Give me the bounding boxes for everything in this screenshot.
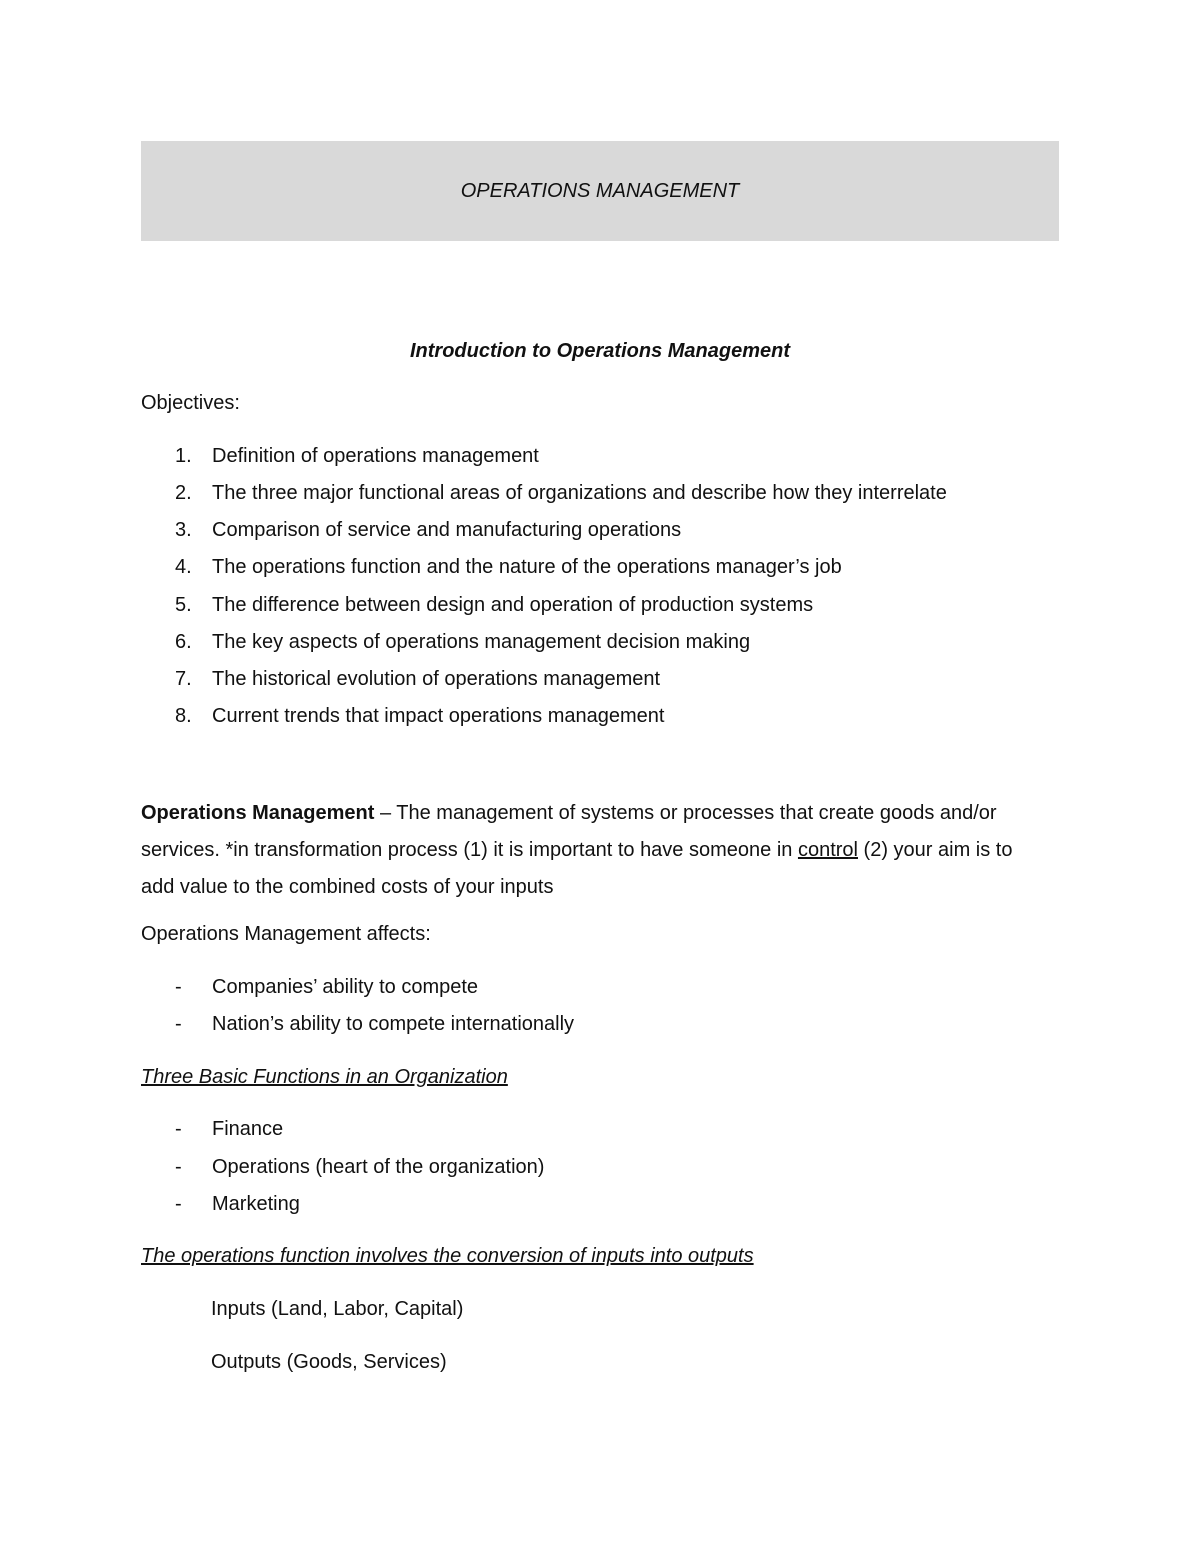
functions-heading: Three Basic Functions in an Organization bbox=[141, 1066, 508, 1088]
list-number: 6. bbox=[175, 631, 192, 653]
definition-term: Operations Management bbox=[141, 802, 375, 824]
objectives-label: Objectives: bbox=[141, 392, 240, 414]
list-text: Current trends that impact operations management bbox=[212, 705, 665, 727]
definition-underlined-word: control bbox=[797, 839, 858, 861]
list-text: The three major functional areas of organizations and describe how they interrelate bbox=[212, 482, 947, 504]
bullet-text: Marketing bbox=[212, 1193, 300, 1215]
definition-text-continued: (2) your aim is to add value to the combined costs of your inputs bbox=[141, 839, 1013, 898]
list-number: 4. bbox=[175, 556, 192, 578]
list-text: The difference between design and operation of production systems bbox=[212, 594, 814, 616]
bullet-text: Nation’s ability to compete internationally bbox=[212, 1013, 575, 1035]
bullet-dash: - bbox=[175, 1193, 182, 1215]
section-subtitle: Introduction to Operations Management bbox=[409, 340, 790, 362]
bullet-dash: - bbox=[175, 1118, 182, 1140]
document-title: OPERATIONS MANAGEMENT bbox=[460, 179, 740, 202]
inputs-line: Inputs (Land, Labor, Capital) bbox=[211, 1298, 464, 1320]
bullet-text: Operations (heart of the organization) bbox=[212, 1156, 545, 1178]
conversion-heading: The operations function involves the conversion of inputs into outputs bbox=[141, 1245, 754, 1267]
list-text: The historical evolution of operations management bbox=[212, 668, 661, 690]
outputs-line: Outputs (Goods, Services) bbox=[211, 1351, 447, 1373]
list-number: 8. bbox=[175, 705, 192, 727]
bullet-dash: - bbox=[175, 1156, 182, 1178]
list-number: 2. bbox=[175, 482, 192, 504]
bullet-text: Finance bbox=[212, 1118, 284, 1140]
list-text: The key aspects of operations management decision making bbox=[212, 631, 751, 653]
bullet-dash: - bbox=[175, 1013, 182, 1035]
bullet-text: Companies’ ability to compete bbox=[212, 976, 479, 998]
list-number: 1. bbox=[175, 445, 192, 467]
affects-label: Operations Management affects: bbox=[141, 923, 431, 945]
list-text: Comparison of service and manufacturing operations bbox=[212, 519, 682, 541]
list-text: The operations function and the nature of the operations manager’s job bbox=[212, 556, 842, 578]
title-banner bbox=[141, 141, 1059, 241]
bullet-dash: - bbox=[175, 976, 182, 998]
list-text: Definition of operations management bbox=[212, 445, 539, 467]
definition-text: – The management of systems or processes that create goods and/or services. *in transformation process (1) it is important to have someone in bbox=[141, 802, 997, 861]
definition-paragraph bbox=[141, 795, 1041, 906]
list-number: 7. bbox=[175, 668, 192, 690]
list-number: 3. bbox=[175, 519, 192, 541]
list-number: 5. bbox=[175, 594, 192, 616]
